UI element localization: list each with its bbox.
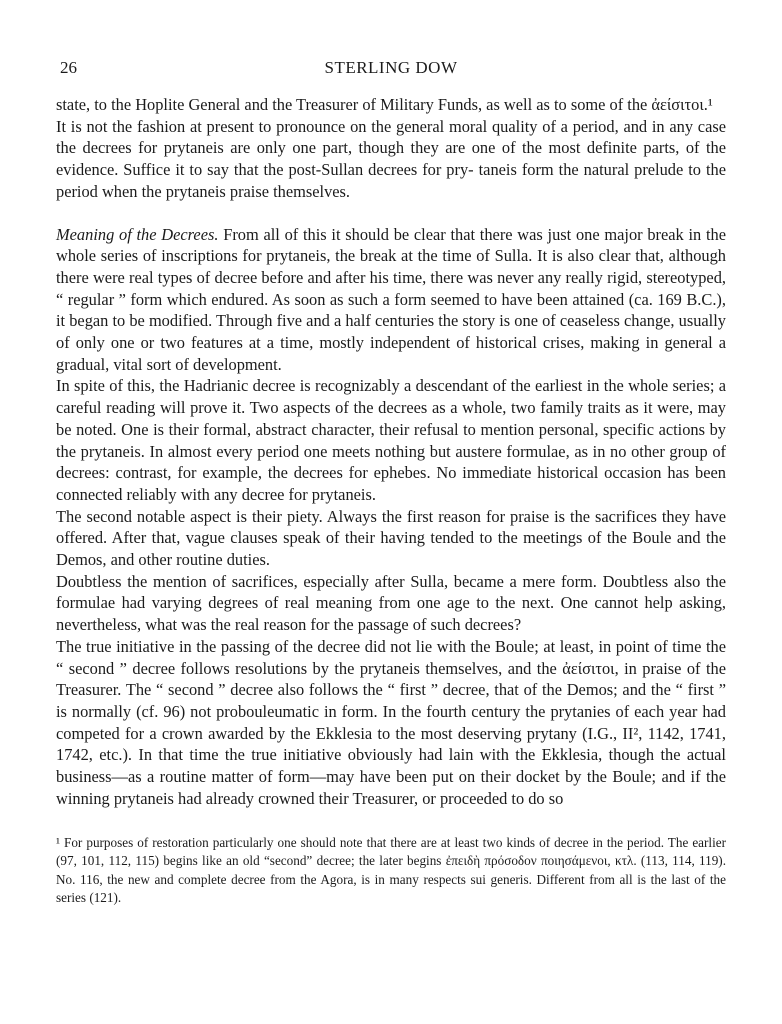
text-line: the whole series; a careful reading will prove it. Two aspects of the decrees as a whole, [56, 376, 726, 418]
paragraph-5 [56, 506, 726, 571]
text-line: From all of this it should be clear that there was just one [223, 224, 600, 244]
text-line: the meetings of the Boule and the Demos, and other routine duties. [56, 528, 726, 570]
paragraph-2 [56, 116, 726, 203]
page [56, 52, 726, 908]
running-head [56, 52, 726, 78]
text-line: of only one or two features at a time, mostly independent of historical crises, making [56, 333, 640, 353]
text-line: and if the winning prytaneis had already crowned their Treasurer, or proceeded to do so [56, 767, 727, 808]
text-line: in point of time the “ second ” decree follows resolutions by the prytaneis themselves, [56, 636, 726, 678]
text-line: The true initiative in the passing of the decree did not lie with the Boule; at least, [56, 636, 594, 656]
text-line: It is not the fashion at present to pronounce on the general moral quality of a period, [56, 116, 619, 136]
footnote-line: in the period. The earlier (97, 101, 112, 115) begins like an old “second” decree; the later begins ἐπειδὴ [56, 834, 727, 868]
footnote-line: ¹ For purposes of restoration particularly one should note that there are at least two kinds of decree [56, 834, 589, 850]
text-line: for example, the decrees for ephebes. No immediate historical occasion has been connected [56, 463, 726, 504]
running-title: STERLING DOW [324, 58, 458, 77]
text-line: their refusal to mention personal, specific actions by the prytaneis. In almost every [56, 419, 726, 461]
footnotes [56, 834, 726, 908]
paragraph-6 [56, 571, 726, 636]
footnote-1 [56, 834, 726, 908]
text-line: state, to the Hoplite General and the Treasurer of Military Funds, as well as to some [56, 95, 606, 114]
text-line: and the ἀείσιτοι, in praise of the Treasurer. The “ second ” decree also follows the [56, 658, 726, 700]
paragraph-1 [56, 94, 726, 116]
footnote-line: πρόσοδον ποιησάμενοι, κτλ. (113, 114, 119). No. 116, the new and complete decree from the Agora, is in [56, 853, 726, 887]
footnote-line: many respects sui generis. Different from all is the last of the series (121). [56, 871, 727, 905]
text-line: in general a gradual, vital sort of development. [56, 333, 726, 374]
text-line: awarded by the Ekklesia to the most deserving prytany (I.G., II², 1142, 1741, 1742, etc.). [56, 723, 726, 765]
text-line: of the ἀείσιτοι.¹ [609, 95, 713, 114]
text-line: major break in the whole series of inscriptions for prytaneis, the break at the time of [56, 224, 726, 266]
text-line: In spite of this, the Hadrianic decree is recognizably a descendant of the earliest in [56, 376, 600, 396]
text-line: As soon as such a form seemed to have been attained (ca. 169 B.C.), it began to be [56, 289, 726, 331]
text-line: business—as a routine matter of form—may have been put on their docket by the Boule; [56, 767, 657, 787]
section-heading: Meaning of the Decrees. [56, 224, 219, 244]
text-line: “ first ” decree, that of the Demos; and the “ first ” is normally (cf. 96) not probouleumatic [56, 680, 726, 721]
paragraph-7 [56, 636, 726, 810]
page-number: 26 [60, 58, 77, 77]
text-line: The second notable aspect is their piety. Always the first reason for praise is the [56, 506, 591, 526]
text-line: modified. Through five and a half centuries the story is one of ceaseless change, usually [148, 311, 726, 331]
text-line: and in any case the decrees for prytaneis are only one part, though they are one of the [56, 116, 726, 158]
text-line: In that time the true initiative obviously had lain with the Ekklesia, though the actual [138, 745, 726, 765]
text-line: Doubtless the mention of sacrifices, especially after Sulla, became a mere form. Doubtless [56, 571, 669, 591]
text-line: taneis form the natural prelude to the period when the prytaneis praise themselves. [56, 160, 726, 201]
text-line: most definite parts, of the evidence. Suffice it to say that the post-Sullan decrees for pry- [56, 138, 726, 180]
paragraph-4 [56, 375, 726, 505]
text-line: his time, there was never any really rigid, stereotyped, “ regular ” form which endured. [56, 267, 726, 309]
text-line: reliably with any decree for prytaneis. [126, 484, 376, 504]
text-line: sacrifices they have offered. After that, vague clauses speak of their having tended to [56, 506, 726, 548]
text-line: in form. In the fourth century the prytanies of each year had competed for a crown [56, 701, 726, 743]
text-line: Sulla. It is also clear that, although there were real types of decree before and after [56, 246, 726, 287]
text-line: also the formulae had varying degrees of real meaning from one age to the next. One [56, 571, 726, 613]
text-line: two family traits as it were, may be noted. One is their formal, abstract character, [56, 398, 726, 439]
text-line: period one meets nothing but austere formulae, as in no other group of decrees: contrast, [56, 441, 726, 483]
paragraph-3 [56, 224, 726, 376]
body-text [56, 94, 726, 810]
text-line: cannot help asking, nevertheless, what was the real reason for the passage of such decrees? [56, 593, 726, 635]
